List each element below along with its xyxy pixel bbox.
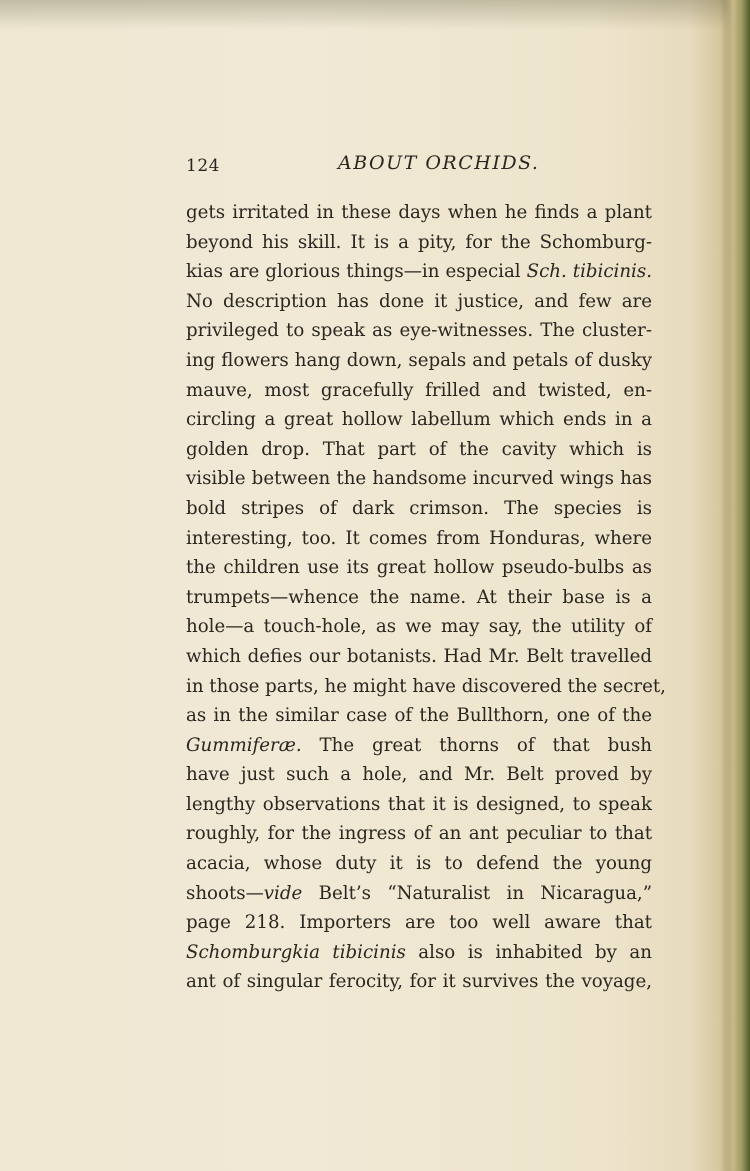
text-span: interesting, too. It comes from Honduras, where <box>186 527 652 549</box>
text-line <box>186 376 652 406</box>
page-top-shadow <box>0 0 750 30</box>
text-span: golden drop. That part of the cavity which is <box>186 438 652 460</box>
text-span: acacia, whose duty it is to defend the young <box>186 853 652 875</box>
text-span: beyond his skill. It is a pity, for the Schomburg- <box>186 231 652 253</box>
text-span: lengthy observations that it is designed, to speak <box>186 793 652 815</box>
text-span: have just such a hole, and Mr. Belt proved by <box>186 764 652 786</box>
text-span: The great thorns of that bush <box>301 734 652 756</box>
running-title: ABOUT ORCHIDS. <box>338 152 540 174</box>
text-span: also is inhabited by an <box>405 941 652 963</box>
text-line <box>186 672 666 702</box>
text-span: Schomburgkia tibicinis <box>186 941 406 963</box>
text-line <box>186 849 652 879</box>
text-line <box>186 228 652 258</box>
text-span: shoots— <box>186 882 264 904</box>
text-line <box>186 731 652 761</box>
text-line <box>186 198 652 228</box>
text-line <box>186 553 652 583</box>
text-line <box>186 316 652 346</box>
text-span: circling a great hollow labellum which ends in a <box>186 409 652 431</box>
text-line <box>186 464 652 494</box>
text-line <box>186 583 652 613</box>
body-text <box>186 198 666 997</box>
text-span: page 218. Importers are too well aware that <box>186 912 652 934</box>
text-line <box>186 701 652 731</box>
text-span: Belt’s “Naturalist in Nicaragua,” <box>302 882 652 904</box>
text-span: ant of singular ferocity, for it survives the voyage, <box>186 971 652 993</box>
page-edge-shadow <box>724 0 750 1171</box>
text-line <box>186 494 652 524</box>
text-line <box>186 346 652 376</box>
text-span: as in the similar case of the Bullthorn, one of the <box>186 705 652 727</box>
text-line <box>186 612 652 642</box>
text-span: kias are glorious things—in especial <box>186 261 527 283</box>
page-number: 124 <box>186 156 220 176</box>
text-line <box>186 967 652 997</box>
running-header <box>186 152 650 184</box>
text-span: No description has done it justice, and few are <box>186 290 652 312</box>
text-line <box>186 435 652 465</box>
text-span: hole—a touch-hole, as we may say, the utility of <box>186 616 652 638</box>
text-span: mauve, most gracefully frilled and twisted, en- <box>186 379 652 401</box>
text-line <box>186 908 652 938</box>
text-span: privileged to speak as eye-witnesses. The cluster- <box>186 320 652 342</box>
text-line <box>186 405 652 435</box>
text-span: Sch. tibicinis. <box>526 261 652 283</box>
text-span: Gummiferæ. <box>186 734 302 756</box>
text-span: visible between the handsome incurved wings has <box>186 468 652 490</box>
text-span: bold stripes of dark crimson. The species is <box>186 497 652 519</box>
text-span: in those parts, he might have discovered the secret, <box>186 675 666 697</box>
text-line <box>186 524 652 554</box>
text-line <box>186 879 652 909</box>
text-span: gets irritated in these days when he finds a plant <box>186 202 652 223</box>
text-line <box>186 790 652 820</box>
text-span: which defies our botanists. Had Mr. Belt travelled <box>186 645 652 667</box>
text-line <box>186 287 652 317</box>
text-span: vide <box>263 882 303 904</box>
text-span: trumpets—whence the name. At their base is a <box>186 586 652 608</box>
text-line <box>186 760 652 790</box>
text-line <box>186 642 652 672</box>
text-span: the children use its great hollow pseudo-bulbs as <box>186 557 652 579</box>
text-span: roughly, for the ingress of an ant peculiar to that <box>186 823 652 845</box>
text-line <box>186 938 652 968</box>
text-line <box>186 257 652 287</box>
text-line <box>186 819 652 849</box>
text-span: ing flowers hang down, sepals and petals of dusky <box>186 349 652 371</box>
